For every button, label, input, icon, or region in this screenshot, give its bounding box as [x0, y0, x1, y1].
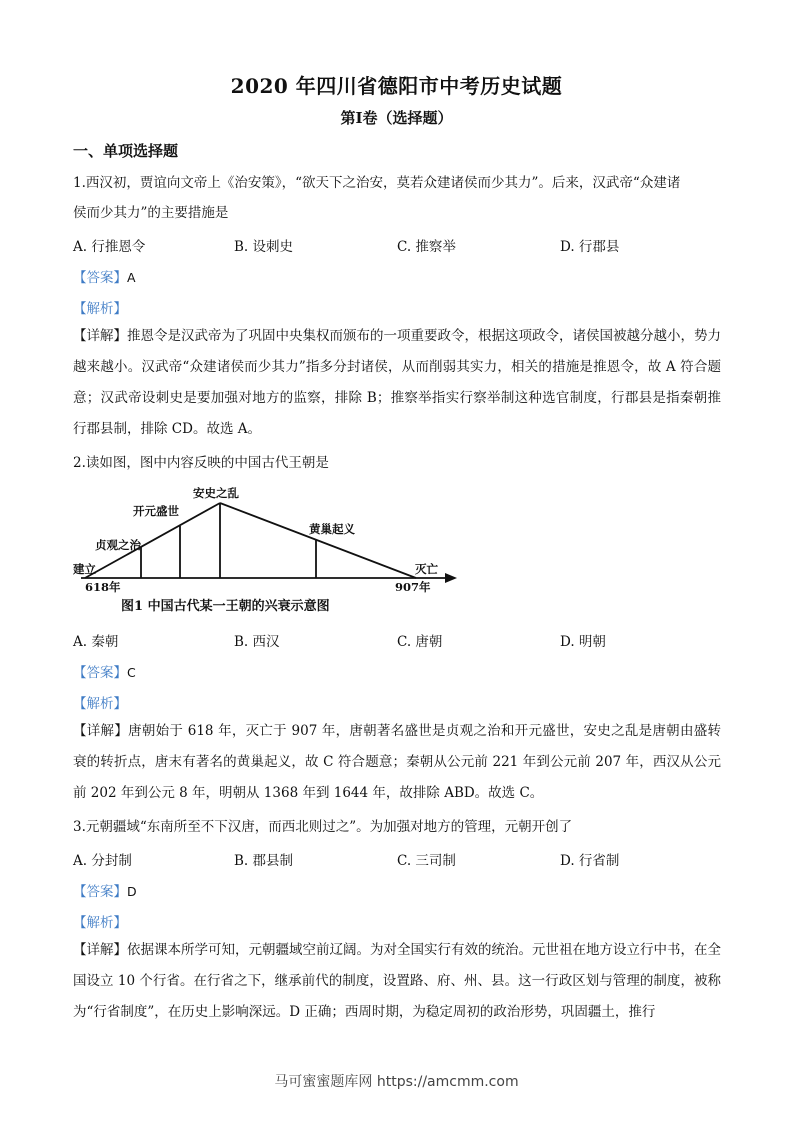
q1-option-d: D. 行郡县: [560, 239, 620, 255]
dynasty-rise-fall-figure: [73, 483, 463, 618]
q3-answer-value: D: [127, 884, 137, 899]
q2-answer-label: 【答案】: [73, 665, 127, 681]
q3-answer-label: 【答案】: [73, 884, 127, 900]
q3-option-a: A. 分封制: [73, 853, 132, 869]
q3-detail: 【详解】依据课本所学可知，元朝疆域空前辽阔。为对全国实行有效的统治。元世祖在地方设立行中书，在全国设立 10 个行省。在行省之下，继承前代的制度，设置路、府、州、县。这一行政区划与管理的制度，被称为“行省制度”，在历史上影响深远。D 正确；西周时期，为稳定周初的政治形势，巩固疆土，推行: [73, 942, 721, 1020]
q2-stem: 2.读如图，图中内容反映的中国古代王朝是: [73, 455, 329, 471]
page-title: 2020 年四川省德阳市中考历史试题: [230, 74, 563, 98]
q3-stem: 3.元朝疆域“东南所至不下汉唐，而西北则过之”。为加强对地方的管理，元朝开创了: [73, 819, 573, 835]
q1-answer: [73, 266, 136, 286]
label-start: 建立: [73, 562, 96, 576]
label-year-start: 618年: [85, 580, 121, 594]
q1-stem-line1: 1.西汉初，贾谊向文帝上《治安策》，“欲天下之治安，莫若众建诸侯而少其力”。后来，汉武帝“众建诸: [73, 175, 681, 191]
q3-answer: [73, 880, 137, 900]
q1-answer-label: 【答案】: [73, 270, 127, 286]
q3-option-b: B. 郡县制: [234, 853, 294, 869]
axis-arrow: [445, 573, 457, 583]
q3-analysis-label: 【解析】: [73, 915, 127, 931]
q2-detail: 【详解】唐朝始于 618 年，灭亡于 907 年，唐朝著名盛世是贞观之治和开元盛世，安史之乱是唐朝由盛转衰的转折点，唐末有著名的黄巢起义，故 C 符合题意；秦朝从公元前 221 年到公元前 207 年，西汉从公元前 202 年到公元 8 年，明朝从 1368 年到 1644 年，故排除 ABD。故选 C。: [73, 723, 721, 801]
label-kaiyuan: 开元盛世: [133, 504, 179, 518]
label-huangchao: 黄巢起义: [309, 522, 355, 536]
q2-answer: [73, 661, 136, 681]
label-end: 灭亡: [415, 562, 438, 576]
figure-caption: 图1 中国古代某一王朝的兴衰示意图: [121, 599, 330, 614]
q2-option-d: D. 明朝: [560, 634, 606, 650]
q2-analysis-label: 【解析】: [73, 696, 127, 712]
label-anshi: 安史之乱: [193, 486, 239, 500]
q3-option-d: D. 行省制: [560, 853, 620, 869]
page-footer: 马可蜜蜜题库网 https://amcmm.com: [274, 1074, 519, 1090]
q2-answer-value: C: [127, 665, 136, 680]
q2-option-c: C. 唐朝: [397, 634, 443, 650]
q1-stem-line2: 侯而少其力”的主要措施是: [73, 205, 229, 221]
section-heading: 一、单项选择题: [73, 142, 179, 160]
q1-option-c: C. 推察举: [397, 239, 456, 255]
dynasty-diagram: [73, 483, 463, 618]
q1-analysis-label: 【解析】: [73, 301, 127, 317]
decline-line: [220, 503, 416, 578]
q2-option-a: A. 秦朝: [73, 634, 119, 650]
label-zhenguan: 贞观之治: [95, 538, 141, 552]
q1-option-b: B. 设刺史: [234, 239, 294, 255]
label-year-end: 907年: [395, 580, 431, 594]
q3-option-c: C. 三司制: [397, 853, 456, 869]
q1-answer-value: A: [127, 270, 136, 285]
q1-option-a: A. 行推恩令: [73, 239, 146, 255]
q1-detail: 【详解】推恩令是汉武帝为了巩固中央集权而颁布的一项重要政令，根据这项政令，诸侯国被越分越小，势力越来越小。汉武帝“众建诸侯而少其力”指多分封诸侯，从而削弱其实力，相关的措施是推恩令，故 A 符合题意；汉武帝设刺史是要加强对地方的监察，排除 B；推察举指实行察举制这种选官制度，行郡县是指秦朝推行郡县制，排除 CD。故选 A。: [73, 328, 721, 437]
page-subtitle: 第Ⅰ卷（选择题）: [340, 109, 453, 127]
q2-option-b: B. 西汉: [234, 634, 280, 650]
